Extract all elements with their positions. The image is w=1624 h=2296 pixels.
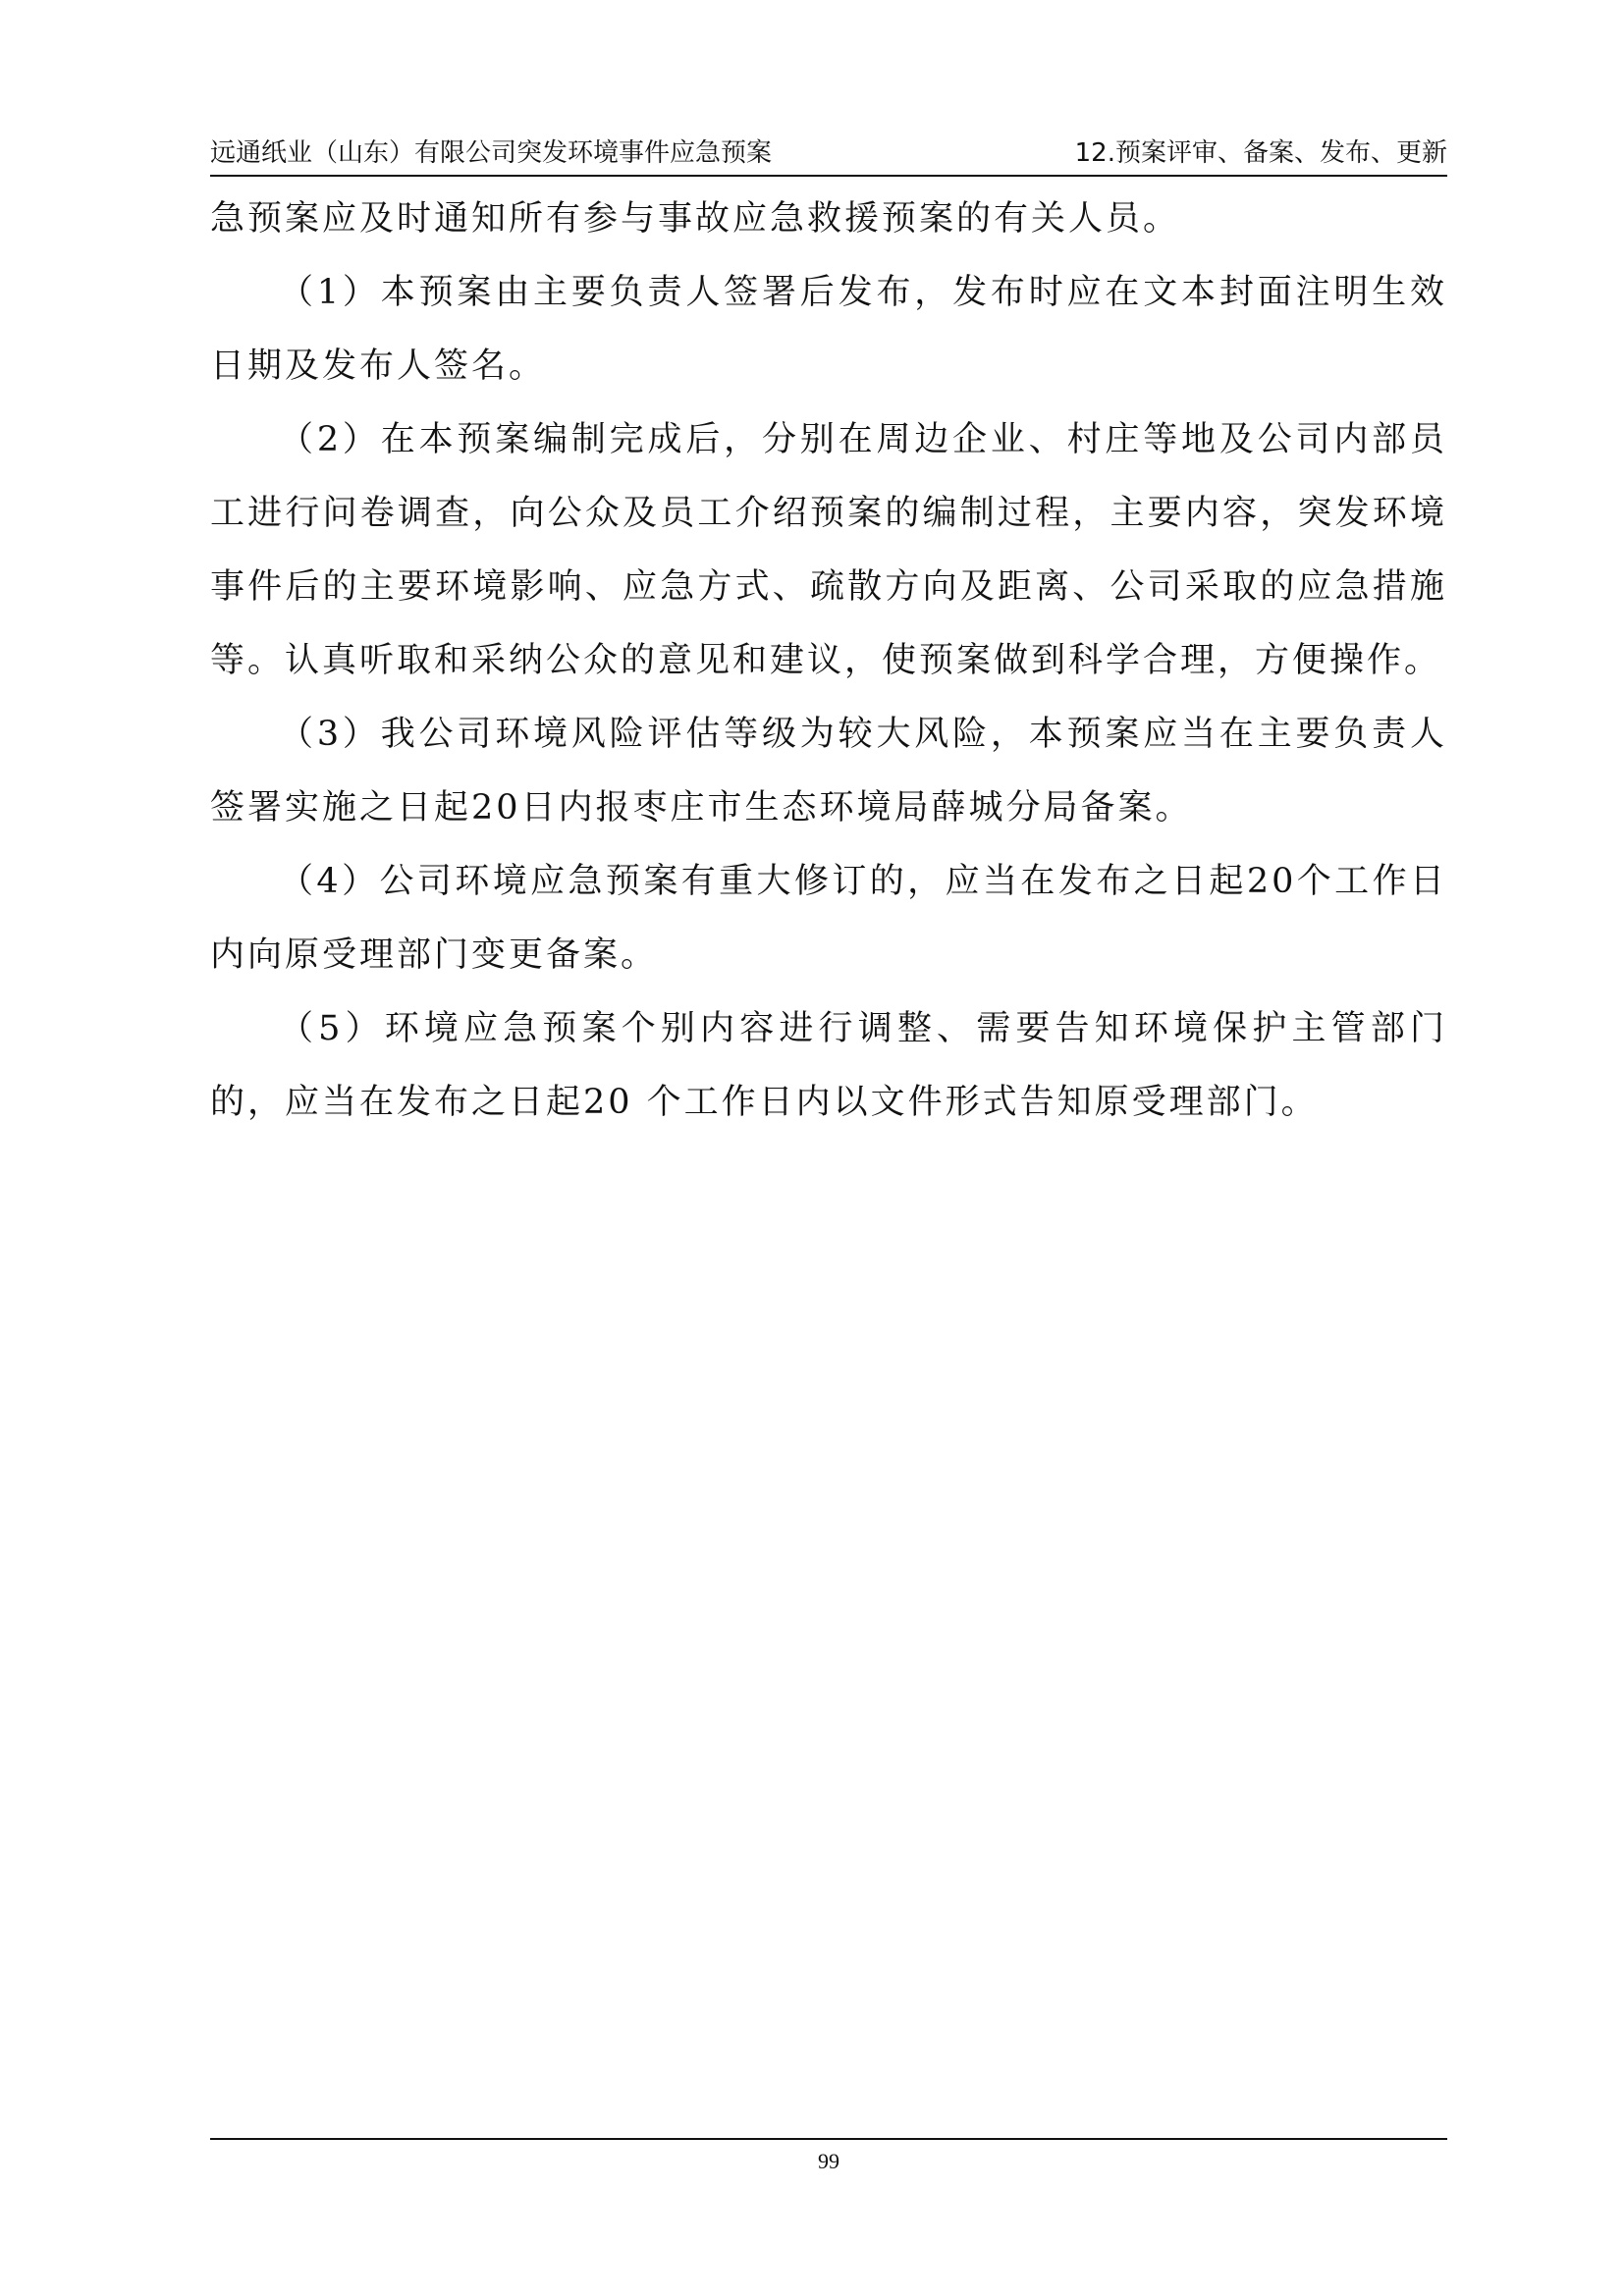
- header-document-title: 远通纸业（山东）有限公司突发环境事件应急预案: [210, 138, 773, 168]
- footer-divider: [210, 2138, 1447, 2140]
- header-section-title: 12.预案评审、备案、发布、更新: [1074, 138, 1447, 168]
- paragraph-item-2: （2）在本预案编制完成后，分别在周边企业、村庄等地及公司内部员工进行问卷调查，向公众及员工介绍预案的编制过程，主要内容，突发环境事件后的主要环境影响、应急方式、疏散方向及距离、公司采取的应急措施等。认真听取和采纳公众的意见和建议，使预案做到科学合理，方便操作。: [210, 420, 1447, 680]
- paragraph-continuation: 急预案应及时通知所有参与事故应急救援预案的有关人员。: [210, 199, 1181, 239]
- page-header: [210, 135, 1447, 177]
- paragraph-item-5: （5）环境应急预案个别内容进行调整、需要告知环境保护主管部门的，应当在发布之日起20 个工作日内以文件形式告知原受理部门。: [210, 1009, 1447, 1122]
- paragraph-item-4: （4）公司环境应急预案有重大修订的，应当在发布之日起20个工作日内向原受理部门变更备案。: [210, 862, 1447, 975]
- paragraph-item-1: （1）本预案由主要负责人签署后发布，发布时应在文本封面注明生效日期及发布人签名。: [210, 273, 1447, 386]
- document-body: [210, 183, 1447, 1140]
- paragraph-item-3: （3）我公司环境风险评估等级为较大风险，本预案应当在主要负责人签署实施之日起20日内报枣庄市生态环境局薛城分局备案。: [210, 715, 1447, 828]
- page-number: 99: [818, 2149, 839, 2173]
